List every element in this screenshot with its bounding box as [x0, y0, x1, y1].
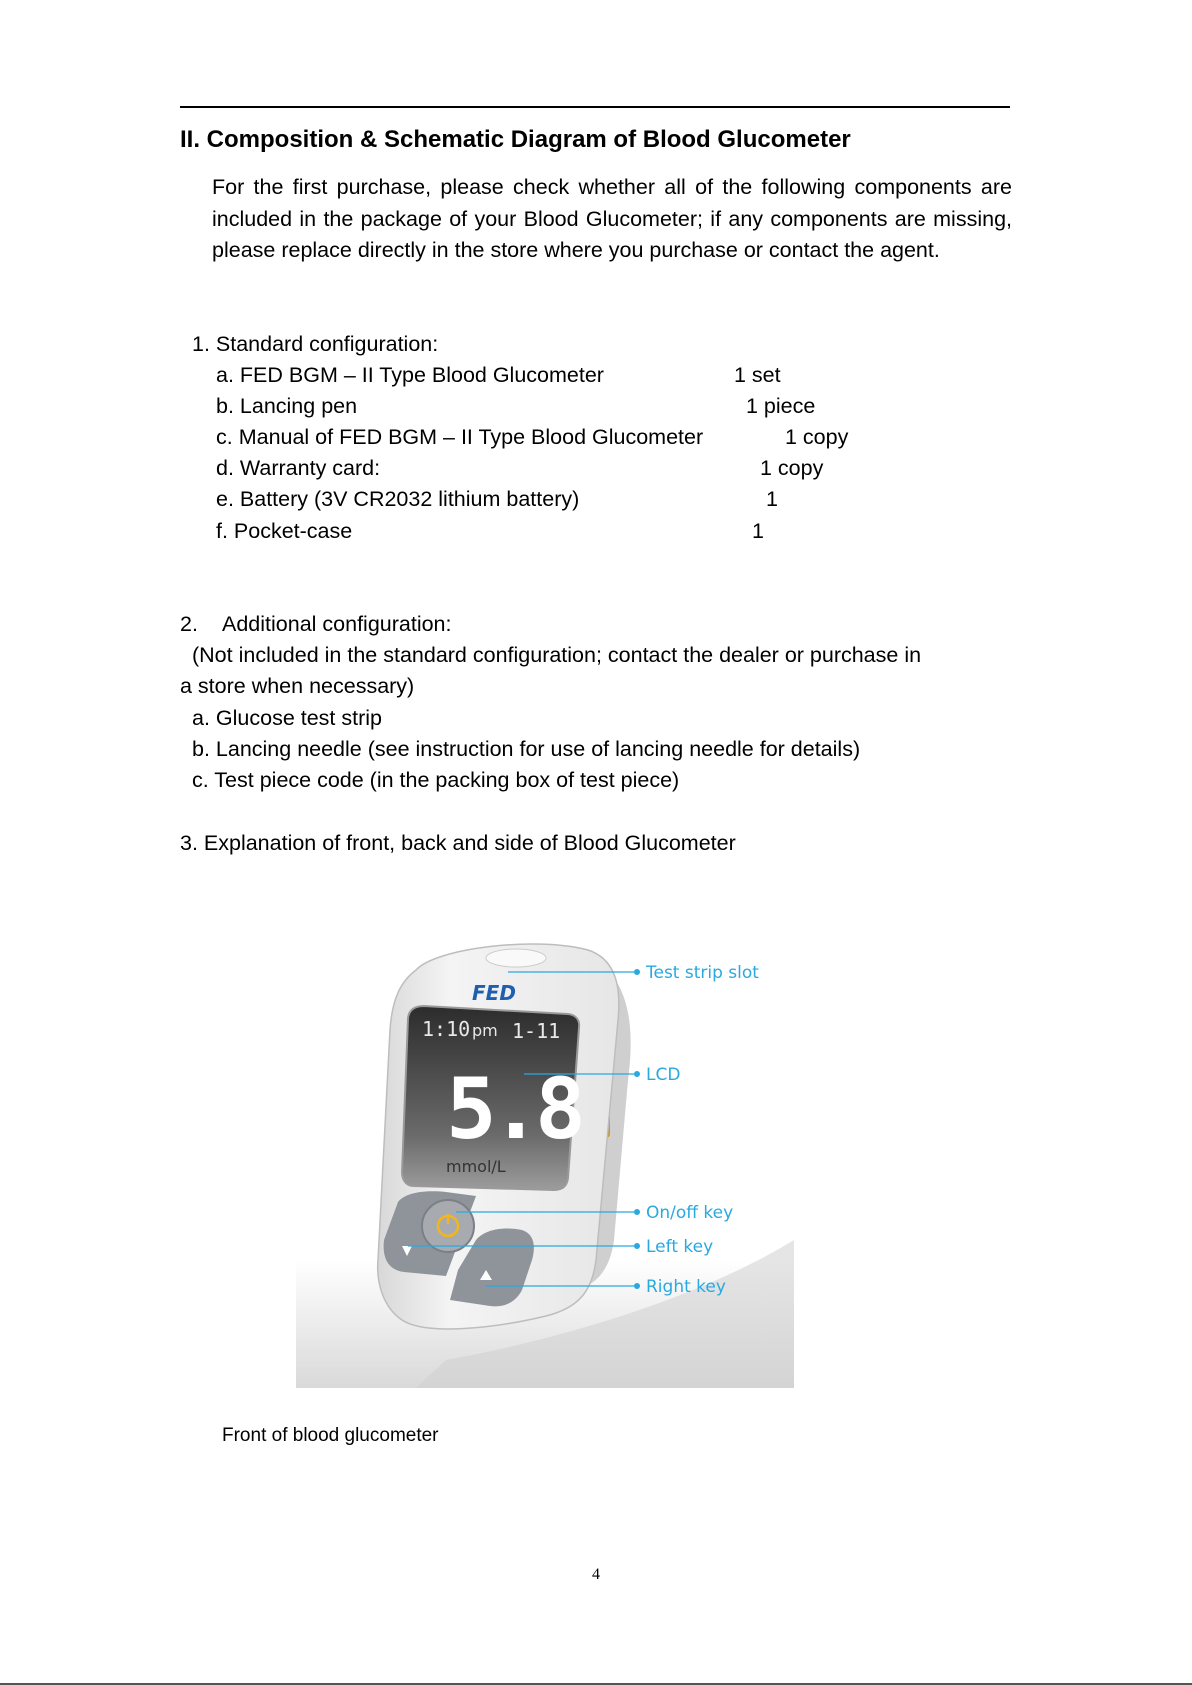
explanation-title: 3. Explanation of front, back and side of Blood Glucometer [180, 831, 736, 855]
additional-item: a. Glucose test strip [192, 706, 382, 730]
section-heading: II. Composition & Schematic Diagram of Blood Glucometer [180, 126, 851, 153]
standard-item-label: c. Manual of FED BGM – II Type Blood Glucometer [216, 425, 704, 449]
standard-item-qty: 1 copy [760, 456, 824, 480]
callout-label: LCD [646, 1065, 681, 1085]
brand-logo: FED [472, 981, 516, 1005]
additional-config-note: a store when necessary) [180, 674, 415, 698]
standard-item-qty: 1 set [734, 363, 781, 387]
standard-item-label: f. Pocket-case [216, 519, 353, 543]
additional-item: b. Lancing needle (see instruction for use of lancing needle for details) [192, 737, 861, 761]
standard-item-qty: 1 [752, 519, 764, 543]
standard-config-title: 1. Standard configuration: [192, 332, 439, 356]
additional-config-number: 2. [180, 612, 198, 636]
top-rule [180, 106, 1010, 108]
intro-paragraph: For the first purchase, please check whether all of the following components are included in the package of your Blood Glucometer; if any components are missing, please replace directly in the store where you purchase or contact the agent. [212, 175, 1012, 262]
lcd-date: 1-11 [512, 1019, 561, 1043]
standard-item-label: e. Battery (3V CR2032 lithium battery) [216, 487, 580, 511]
standard-item-qty: 1 [766, 487, 778, 511]
callout-label: On/off key [646, 1203, 734, 1223]
standard-item-label: d. Warranty card: [216, 456, 381, 480]
standard-item-label: b. Lancing pen [216, 394, 358, 418]
callout-label: Left key [646, 1237, 714, 1257]
additional-item: c. Test piece code (in the packing box of test piece) [192, 768, 680, 792]
page-number: 4 [592, 1566, 600, 1583]
standard-item-qty: 1 piece [746, 394, 816, 418]
standard-item-qty: 1 copy [785, 425, 849, 449]
figure-caption: Front of blood glucometer [222, 1425, 439, 1446]
callout-label: Test strip slot [646, 963, 759, 983]
standard-item-label: a. FED BGM – II Type Blood Glucometer [216, 363, 604, 387]
onoff-key [422, 1200, 474, 1252]
lcd-time: 1:10 [422, 1017, 471, 1041]
lcd-unit: mmol/L [446, 1157, 506, 1176]
glucometer-figure [296, 940, 794, 1388]
additional-config-title: Additional configuration: [222, 612, 452, 636]
additional-config-note: (Not included in the standard configuration; contact the dealer or purchase in [192, 643, 922, 667]
strip-slot [486, 949, 546, 967]
lcd-value: 5.8 [446, 1060, 580, 1158]
callout-label: Right key [646, 1277, 726, 1297]
lcd-ampm: pm [472, 1021, 498, 1040]
